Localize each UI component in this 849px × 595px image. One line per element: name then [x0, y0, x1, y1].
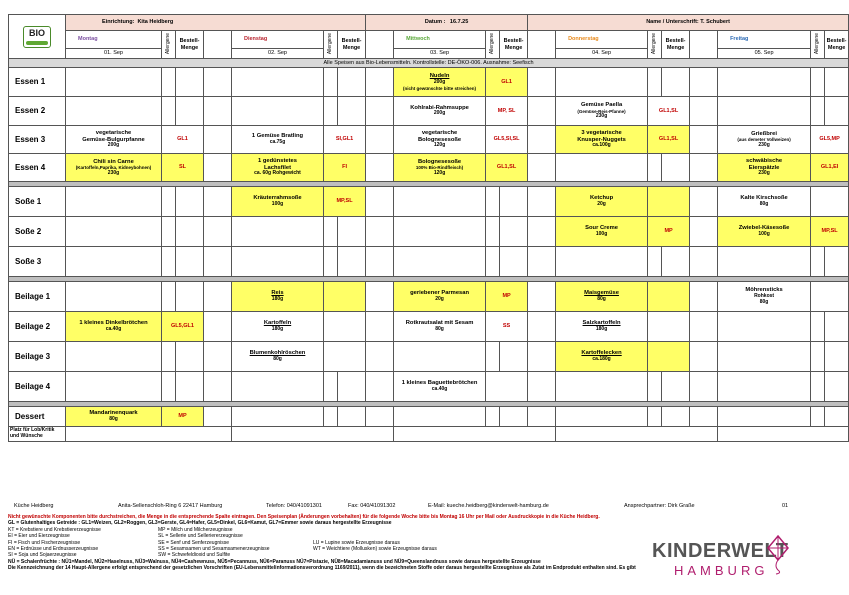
spacer	[690, 282, 718, 312]
allergen-cell	[648, 187, 690, 217]
legend-ss: SS = Sesamsamen und Sesamsamenerzeugnisse	[158, 545, 270, 552]
allergen-cell	[324, 312, 366, 342]
meal-cell[interactable]: 1 gedünstetes Lachsfilet ca. 60g Rohgewicht	[232, 154, 324, 182]
meal-cell[interactable]	[232, 97, 324, 126]
meal-cell[interactable]: Kalte Kirschsoße 80g	[718, 187, 811, 217]
allergen-cell	[486, 217, 500, 247]
allergen-cell	[162, 342, 176, 372]
order-qty-cell[interactable]	[500, 247, 528, 277]
spacer	[690, 342, 718, 372]
allergen-cell: GL5,GL1	[162, 312, 204, 342]
spacer	[204, 126, 232, 154]
order-qty-cell[interactable]	[176, 372, 204, 402]
spacer	[528, 342, 556, 372]
spacer	[690, 68, 718, 97]
feedback-cell[interactable]	[718, 427, 849, 442]
spacer	[690, 372, 718, 402]
legend-nu: NÜ = Schalenfrüchte : NÜ1=Mandel, NÜ2=Haselnuss, NÜ3=Walnuss, NÜ4=Cashewnuss, NÜ5=Pecannuss, NÜ6=Paranuss NÜ7=Pistazie, NÜ8=Macadamianuss und NÜ9=Queenslandnuss sowie daraus hergestellte Erzeugnisse	[8, 558, 541, 565]
meal-cell[interactable]: Maisgemüse 80g	[556, 282, 648, 312]
meal-cell[interactable]: Nudeln 200g (nicht gewünschte bitte streichen)	[394, 68, 486, 97]
meal-cell[interactable]	[394, 217, 486, 247]
allergen-cell	[486, 372, 528, 402]
meal-cell[interactable]	[556, 407, 648, 427]
order-qty-cell[interactable]	[500, 342, 528, 372]
meal-cell[interactable]: 1 kleines Baguettebrötchen ca.40g	[394, 372, 486, 402]
meal-cell[interactable]	[232, 372, 324, 402]
spacer	[528, 372, 556, 402]
feedback-cell[interactable]	[66, 427, 232, 442]
meal-cell[interactable]	[66, 372, 162, 402]
allergen-cell	[648, 342, 690, 372]
meal-cell[interactable]: Kräuterrahmsoße 100g	[232, 187, 324, 217]
spacer	[204, 154, 232, 182]
spacer	[690, 97, 718, 126]
spacer	[528, 68, 556, 97]
meal-cell[interactable]	[394, 187, 486, 217]
kitchen-fax: Fax: 040/41091302	[348, 503, 396, 509]
allergen-cell: SL	[162, 154, 204, 182]
brand-line1: KINDERWELT	[652, 540, 789, 562]
meal-cell[interactable]	[718, 247, 811, 277]
contact-footer	[8, 503, 830, 512]
allergen-cell: GL5,SI,SL	[486, 126, 528, 154]
bestellmenge-header: Bestell- Menge	[825, 31, 849, 59]
order-instructions: Nicht gewünschte Komponenten bitte durchstreichen, die Menge in die entsprechende Spalte eintragen. Den Speisenplan (Änderungen vorbehalten) für die folgende Woche bitte bis Montag 16 Uhr per Mail oder Ausdruckkopie in die Küche Heidberg.	[8, 514, 600, 520]
allergen-cell	[324, 97, 338, 126]
spacer	[204, 187, 232, 217]
allergen-cell	[324, 68, 338, 97]
row-label-sosse1: Soße 1	[9, 187, 66, 217]
feedback-cell[interactable]	[232, 427, 394, 442]
meal-cell[interactable]: Zwiebel-Käsesoße 100g	[718, 217, 811, 247]
legend-ei: EI = Eier und Eierzeugnisse	[8, 533, 70, 540]
spacer	[690, 217, 718, 247]
order-qty-cell[interactable]	[338, 217, 366, 247]
kinderwelt-logo	[640, 530, 790, 580]
bio-note: Alle Speisen aus Bio-Lebensmitteln. Kontrollstelle: DE-ÖKO-006. Ausnahme: Seefisch	[9, 59, 849, 68]
allergen-cell	[648, 407, 662, 427]
allergen-cell	[162, 187, 176, 217]
order-qty-cell[interactable]	[500, 187, 528, 217]
spacer	[528, 247, 556, 277]
allergen-cell: GL1,EI	[811, 154, 849, 182]
legend-gl: GL = Glutenhaltiges Getreide : GL1=Weizen, GL2=Roggen, GL3=Gerste, GL4=Hafer, GL5=Dinkel, GL6=Kamut, GL7=Emmer sowie daraus hergestellte Erzeugnisse	[8, 520, 392, 527]
spacer	[366, 407, 394, 427]
spacer	[690, 154, 718, 182]
order-qty-cell[interactable]	[176, 97, 204, 126]
feedback-cell[interactable]	[394, 427, 556, 442]
allergen-cell	[162, 217, 176, 247]
order-qty-cell[interactable]	[662, 372, 690, 402]
page-number: 01	[782, 503, 789, 509]
allergen-cell	[811, 187, 849, 217]
meal-cell[interactable]: 3 vegetarische Knusper-Nuggets ca.100g	[556, 126, 648, 154]
allergen-cell	[162, 282, 176, 312]
meal-cell[interactable]	[66, 97, 162, 126]
allergen-cell: SI,GL1	[324, 126, 366, 154]
allergen-cell: MP	[648, 217, 690, 247]
einrichtung-value: Kita Heidberg	[137, 19, 174, 26]
meal-cell[interactable]	[232, 247, 324, 277]
meal-cell[interactable]: Gemüse Paella (Gemüse-Reis-Pfanne) 230g	[556, 97, 648, 126]
allergen-cell: SS	[486, 312, 528, 342]
row-label-beilage2: Beilage 2	[9, 312, 66, 342]
spacer	[204, 247, 232, 277]
allergen-cell: MP	[162, 407, 204, 427]
unterschrift-value: T. Schubert	[700, 19, 730, 26]
meal-cell[interactable]	[556, 68, 648, 97]
row-label-dessert: Dessert	[9, 407, 66, 427]
meal-cell[interactable]: Sour Creme 100g	[556, 217, 648, 247]
row-label-essen1: Essen 1	[9, 68, 66, 97]
legend-si: SI = Soja und Sojaerzeugnisse	[8, 552, 77, 559]
day-title-donnerstag: Donnerstag	[556, 31, 648, 49]
meal-cell[interactable]	[232, 217, 324, 247]
spacer	[366, 342, 394, 372]
spacer	[366, 31, 394, 59]
spacer	[690, 407, 718, 427]
date-montag: 01. Sep	[66, 49, 162, 59]
legend-kennzeichnung: Die Kennzeichnung der 14 Haupt-Allergene erfolgt entsprechend der gesetzlichen Vorschriften (EU-Lebensmittelinformationsverordnung 1169/2011), wenn die bezeichneten Stoffe oder daraus hergestellte Erzeugnisse als Zutat im Endprodukt enthalten sind. Es gibt	[8, 565, 636, 572]
allergen-cell	[648, 247, 662, 277]
order-qty-cell[interactable]	[338, 247, 366, 277]
meal-cell[interactable]	[556, 247, 648, 277]
order-qty-cell[interactable]	[176, 217, 204, 247]
meal-cell[interactable]: Kartoffeln 180g	[232, 312, 324, 342]
allergen-cell: MP	[486, 282, 528, 312]
unterschrift-field[interactable]: Name / Unterschrift: T. Schubert	[528, 15, 849, 31]
meal-cell[interactable]: vegetarische Gemüse-Bulgurpfanne 200g	[66, 126, 162, 154]
order-qty-cell[interactable]	[500, 407, 528, 427]
allergen-cell	[324, 407, 338, 427]
allergen-cell: MP, SL	[486, 97, 528, 126]
order-qty-cell[interactable]	[176, 282, 204, 312]
spacer	[528, 407, 556, 427]
meal-cell[interactable]	[232, 68, 324, 97]
feedback-cell[interactable]	[556, 427, 718, 442]
date-freitag: 05. Sep	[718, 49, 811, 59]
meal-cell[interactable]	[66, 342, 162, 372]
spacer	[204, 372, 232, 402]
meal-cell[interactable]	[718, 312, 811, 342]
allergen-cell: MP,SL	[811, 217, 849, 247]
meal-cell[interactable]	[718, 407, 811, 427]
meal-cell[interactable]	[556, 372, 648, 402]
allergen-cell	[811, 407, 825, 427]
allergen-cell	[811, 68, 825, 97]
allergen-cell	[324, 247, 338, 277]
spacer	[528, 187, 556, 217]
day-title-dienstag: Dienstag	[232, 31, 324, 49]
allergen-cell	[486, 187, 500, 217]
order-qty-cell[interactable]	[662, 68, 690, 97]
row-label-beilage3: Beilage 3	[9, 342, 66, 372]
row-label-essen2: Essen 2	[9, 97, 66, 126]
allergen-cell: GL1	[162, 126, 204, 154]
allergen-cell	[486, 407, 500, 427]
meal-cell[interactable]	[66, 247, 162, 277]
meal-cell[interactable]: Möhrensticks Rohkost 80g	[718, 282, 811, 312]
spacer	[690, 31, 718, 59]
row-label-beilage4: Beilage 4	[9, 372, 66, 402]
spacer	[366, 312, 394, 342]
order-qty-cell[interactable]	[176, 187, 204, 217]
meal-cell[interactable]	[394, 342, 486, 372]
day-title-mittwoch: Mittwoch	[394, 31, 486, 49]
meal-cell[interactable]: 1 Gemüse Bratling ca.75g	[232, 126, 324, 154]
order-qty-cell[interactable]	[662, 154, 690, 182]
allergen-cell	[486, 247, 500, 277]
allergen-cell: GL1,SL	[648, 97, 690, 126]
spacer	[204, 282, 232, 312]
meal-cell[interactable]: schwäbische Eierspätzle 230g	[718, 154, 811, 182]
bio-logo: BIO	[23, 26, 51, 48]
legend-sl: SL = Sellerie und Selleriererzeugnisse	[158, 533, 243, 540]
meal-cell[interactable]: geriebener Parmesan 20g	[394, 282, 486, 312]
bestellmenge-header: Bestell- Menge	[176, 31, 204, 59]
allergen-cell	[648, 372, 662, 402]
order-qty-cell[interactable]	[176, 247, 204, 277]
order-qty-cell[interactable]	[662, 247, 690, 277]
legend-en: EN = Erdnüsse und Erdnusserzeugnisse	[8, 545, 99, 552]
order-qty-cell[interactable]	[825, 247, 849, 277]
allergen-cell	[811, 372, 825, 402]
meal-cell[interactable]: Chili sin Carne (Kartoffeln,Paprika, Kidneybohnen) 230g	[66, 154, 162, 182]
spacer	[366, 154, 394, 182]
brand-line2: HAMBURG	[674, 563, 769, 578]
meal-cell[interactable]	[232, 407, 324, 427]
allergen-cell	[811, 247, 825, 277]
meal-cell[interactable]	[718, 372, 811, 402]
bestellmenge-header: Bestell- Menge	[662, 31, 690, 59]
spacer	[528, 312, 556, 342]
row-label-sosse3: Soße 3	[9, 247, 66, 277]
spacer	[366, 282, 394, 312]
kitchen-address: Anita-Sellenschloh-Ring 6 22417 Hamburg	[118, 503, 223, 509]
order-qty-cell[interactable]	[825, 97, 849, 126]
meal-cell[interactable]: vegetarische Bolognesesoße 120g	[394, 126, 486, 154]
kitchen-name: Küche Heidberg	[14, 503, 54, 509]
allergen-cell	[811, 342, 825, 372]
allergen-cell	[811, 97, 825, 126]
order-qty-cell[interactable]	[176, 342, 204, 372]
kitchen-phone: Telefon: 040/41091301	[266, 503, 322, 509]
spacer	[690, 126, 718, 154]
allergen-cell: GL1	[486, 68, 528, 97]
order-qty-cell[interactable]	[825, 68, 849, 97]
meal-cell[interactable]: Reis 180g	[232, 282, 324, 312]
allergen-cell	[648, 154, 662, 182]
row-label-beilage1: Beilage 1	[9, 282, 66, 312]
allergen-cell: FI	[324, 154, 366, 182]
order-qty-cell[interactable]	[825, 407, 849, 427]
date-donnerstag: 04. Sep	[556, 49, 648, 59]
allergen-cell: GL1,SL	[486, 154, 528, 182]
spacer	[528, 217, 556, 247]
meal-cell[interactable]	[718, 97, 811, 126]
einrichtung-field[interactable]: Einrichtung: Kita Heidberg	[66, 15, 366, 31]
allergen-cell: GL5,MP	[811, 126, 849, 154]
allergen-cell: GL1,SL	[648, 126, 690, 154]
legend-kt: KT = Krebstiere und Krebstiererzeugnisse	[8, 526, 101, 533]
row-label-sosse2: Soße 2	[9, 217, 66, 247]
spacer	[366, 68, 394, 97]
allergen-cell: MP,SL	[324, 187, 366, 217]
bestellmenge-header: Bestell- Menge	[338, 31, 366, 59]
order-qty-cell[interactable]	[500, 217, 528, 247]
allergen-cell	[162, 68, 176, 97]
legend-mp: MP = Milch und Milcherzeugnisse	[158, 526, 233, 533]
meal-cell[interactable]	[66, 68, 162, 97]
legend-wt: WT = Weichtiere (Mollusken) sowie Erzeugnisse daraus	[313, 545, 437, 552]
legend-sw: SW = Schwefeldioxid und Sulfite	[158, 552, 231, 559]
meal-cell[interactable]: Grießbrei (aus demeter Vollweizen) 230g	[718, 126, 811, 154]
legend-se: SE = Senf und Senferzeugnisse	[158, 539, 230, 546]
allergen-cell	[324, 342, 366, 372]
meal-cell[interactable]: Mandarinenquark 80g	[66, 407, 162, 427]
spacer	[204, 312, 232, 342]
spacer	[204, 31, 232, 59]
meal-cell[interactable]	[394, 407, 486, 427]
meal-cell[interactable]	[718, 342, 811, 372]
allergene-header: Allergene	[486, 31, 500, 59]
spacer	[690, 312, 718, 342]
day-title-montag: Montag	[66, 31, 162, 49]
allergen-cell	[811, 312, 825, 342]
meal-cell[interactable]	[718, 68, 811, 97]
menu-plan-table	[8, 14, 849, 442]
allergen-cell	[324, 372, 338, 402]
meal-cell[interactable]: Bolognesesoße 100% Bio-Rindfleisch) 120g	[394, 154, 486, 182]
kitchen-email[interactable]: E-Mail: kueche.heidberg@kinderwelt-hamburg.de	[428, 503, 549, 509]
order-qty-cell[interactable]	[176, 68, 204, 97]
allergen-cell	[648, 68, 662, 97]
datum-value: 16.7.25	[449, 19, 469, 26]
meal-cell[interactable]	[394, 247, 486, 277]
allergen-cell	[811, 282, 849, 312]
meal-cell[interactable]: Kartoffelecken ca.180g	[556, 342, 648, 372]
meal-cell[interactable]	[66, 282, 162, 312]
spacer	[366, 372, 394, 402]
allergen-cell	[162, 97, 176, 126]
order-qty-cell[interactable]	[825, 312, 849, 342]
meal-cell[interactable]	[66, 217, 162, 247]
bio-logo-cell	[9, 15, 66, 59]
meal-cell[interactable]: Ketchup 20g	[556, 187, 648, 217]
allergen-cell	[648, 282, 690, 312]
spacer	[204, 97, 232, 126]
order-qty-cell[interactable]	[338, 372, 366, 402]
allergen-cell	[486, 342, 500, 372]
allergene-header: Allergene	[811, 31, 825, 59]
spacer	[204, 68, 232, 97]
allergene-header: Allergene	[648, 31, 662, 59]
day-title-freitag: Freitag	[718, 31, 811, 49]
spacer	[528, 31, 556, 59]
allergen-cell	[648, 312, 690, 342]
contact-person: Ansprechpartner: Dirk Graße	[624, 503, 695, 509]
spacer	[366, 187, 394, 217]
spacer	[690, 247, 718, 277]
meal-cell[interactable]: Kohlrabi-Rahmsuppe 200g	[394, 97, 486, 126]
spacer	[528, 126, 556, 154]
row-label-essen3: Essen 3	[9, 126, 66, 154]
row-label-feedback: Platz für Lob/Kritik und Wünsche	[9, 427, 66, 442]
meal-cell[interactable]: Blumenkohlröschen 80g	[232, 342, 324, 372]
order-qty-cell[interactable]	[662, 407, 690, 427]
spacer	[366, 97, 394, 126]
meal-cell[interactable]	[66, 187, 162, 217]
spacer	[528, 282, 556, 312]
spacer	[204, 217, 232, 247]
meal-cell[interactable]	[556, 154, 648, 182]
spacer	[366, 126, 394, 154]
order-qty-cell[interactable]	[825, 342, 849, 372]
allergen-cell	[324, 217, 338, 247]
spacer	[366, 247, 394, 277]
legend-fi: FI = Fisch und Fischerzeugnisse	[8, 539, 81, 546]
order-qty-cell[interactable]	[338, 97, 366, 126]
row-label-essen4: Essen 4	[9, 154, 66, 182]
allergen-cell	[162, 247, 176, 277]
legend-lu: LU = Lupine sowie Erzeugnisse daraus	[313, 539, 400, 546]
spacer	[366, 217, 394, 247]
order-qty-cell[interactable]	[338, 68, 366, 97]
menu-plan-grid	[8, 14, 847, 442]
spacer	[204, 342, 232, 372]
meal-cell[interactable]: Salzkartoffeln 180g	[556, 312, 648, 342]
bestellmenge-header: Bestell- Menge	[500, 31, 528, 59]
date-mittwoch: 03. Sep	[394, 49, 486, 59]
spacer	[528, 97, 556, 126]
allergene-header: Allergene	[324, 31, 338, 59]
date-dienstag: 02. Sep	[232, 49, 324, 59]
datum-field[interactable]: Datum : 16.7.25	[366, 15, 528, 31]
order-qty-cell[interactable]	[825, 372, 849, 402]
spacer	[204, 407, 232, 427]
allergen-cell	[162, 372, 176, 402]
meal-cell[interactable]: Rotkrautsalat mit Sesam 80g	[394, 312, 486, 342]
spacer	[690, 187, 718, 217]
meal-cell[interactable]: 1 kleines Dinkelbrötchen ca.40g	[66, 312, 162, 342]
allergene-header: Allergene	[162, 31, 176, 59]
order-qty-cell[interactable]	[338, 407, 366, 427]
kite-icon	[766, 534, 790, 574]
allergen-cell	[324, 282, 366, 312]
spacer	[528, 154, 556, 182]
